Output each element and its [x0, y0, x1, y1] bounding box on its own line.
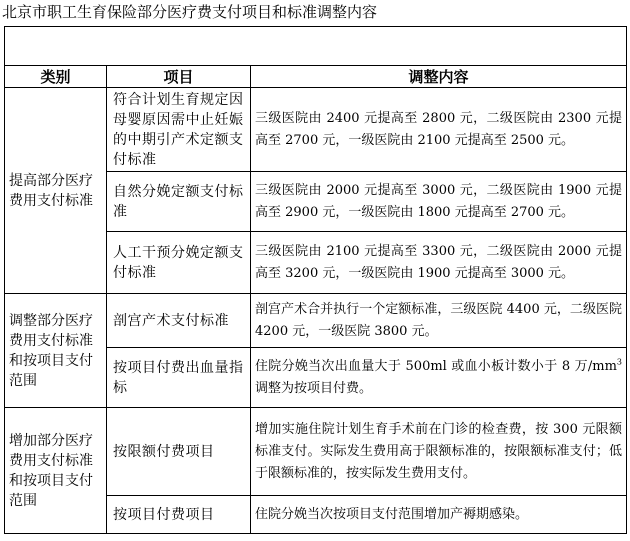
content-cell: 三级医院由 2400 元提高至 2800 元，二级医院由 2300 元提高至 2700 元，一级医院由 2100 元提高至 2500 元。 — [251, 88, 627, 172]
content-text: 住院分娩当次出血量大于 500ml 或血小板计数小于 8 万/mm — [255, 358, 617, 374]
content-cell — [251, 348, 627, 408]
category-cell: 调整部分医疗费用支付标准和按项目支付范围 — [5, 294, 107, 408]
blank-row — [5, 27, 627, 66]
blank-cell — [5, 27, 627, 66]
content-cell: 三级医院由 2100 元提高至 3300 元，二级医院由 2000 元提高至 3200 元，一级医院由 1900 元提高至 3000 元。 — [251, 232, 627, 294]
content-text: 调整为按项目付费。 — [255, 380, 373, 396]
category-cell: 提高部分医疗费用支付标准 — [5, 88, 107, 294]
item-cell: 剖宫产术支付标准 — [107, 294, 251, 348]
header-content: 调整内容 — [251, 66, 627, 88]
header-item: 项目 — [107, 66, 251, 88]
superscript: 3 — [616, 357, 623, 367]
item-cell: 自然分娩定额支付标准 — [107, 172, 251, 232]
content-cell: 三级医院由 2000 元提高至 3000 元，二级医院由 1900 元提高至 2900 元，一级医院由 1800 元提高至 2700 元。 — [251, 172, 627, 232]
content-cell: 增加实施住院计划生育手术前在门诊的检查费，按 300 元限额标准支付。实际发生费用高于限额标准的，按限额标准支付；低于限额标准的，按实际发生费用支付。 — [251, 408, 627, 496]
item-cell: 人工干预分娩定额支付标准 — [107, 232, 251, 294]
header-row — [5, 66, 627, 88]
adjustment-table — [4, 26, 627, 534]
content-cell: 住院分娩当次按项目支付范围增加产褥期感染。 — [251, 496, 627, 534]
header-category: 类别 — [5, 66, 107, 88]
item-cell: 按项目付费项目 — [107, 496, 251, 534]
table-row — [5, 294, 627, 348]
item-cell: 符合计划生育规定因母婴原因需中止妊娠的中期引产术定额支付标准 — [107, 88, 251, 172]
item-cell: 按项目付费出血量指标 — [107, 348, 251, 408]
table-row — [5, 88, 627, 172]
content-cell: 剖宫产术合并执行一个定额标准，三级医院 4400 元，二级医院 4200 元，一级医院 3800 元。 — [251, 294, 627, 348]
table-row — [5, 408, 627, 496]
document-title: 北京市职工生育保险部分医疗费支付项目和标准调整内容 — [2, 4, 378, 21]
item-cell: 按限额付费项目 — [107, 408, 251, 496]
category-cell: 增加部分医疗费用支付标准和按项目支付范围 — [5, 408, 107, 534]
